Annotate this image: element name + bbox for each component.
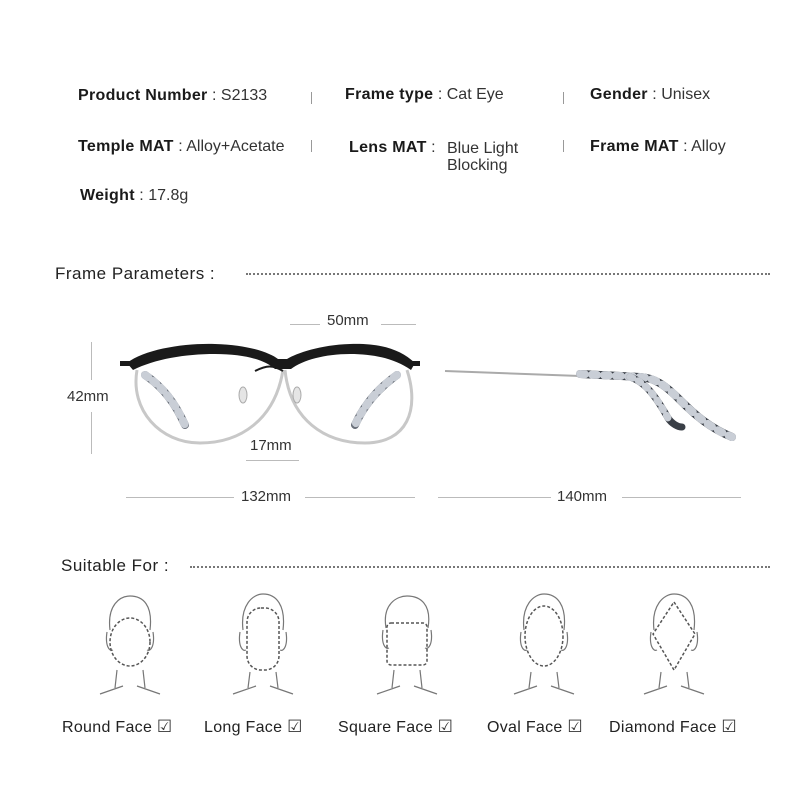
dimension-line xyxy=(290,324,320,325)
lens-width-label: 50mm xyxy=(327,312,369,329)
spec-label: Lens MAT xyxy=(349,139,427,156)
oval-face-icon xyxy=(509,590,579,700)
spec-frame-type xyxy=(345,86,504,104)
square-face-icon xyxy=(372,590,442,700)
glasses-side-image xyxy=(440,360,740,450)
checkbox-checked-icon: ☑ xyxy=(287,717,303,736)
spec-frame-mat xyxy=(590,138,726,156)
spec-colon: : xyxy=(212,87,217,104)
spec-gender xyxy=(590,86,710,104)
spec-colon: : xyxy=(139,187,144,204)
checkbox-checked-icon: ☑ xyxy=(156,717,173,736)
face-option-diamond xyxy=(609,717,737,737)
spec-colon: : xyxy=(178,138,183,155)
dimension-line xyxy=(91,342,92,380)
frame-width-label: 132mm xyxy=(241,488,292,505)
face-label: Long Face xyxy=(204,719,283,736)
face-option-square xyxy=(338,717,453,737)
spec-lens-mat-value xyxy=(447,140,518,174)
face-option-oval xyxy=(487,717,583,737)
temple-length-label: 140mm xyxy=(557,488,608,505)
face-option-round xyxy=(62,717,172,737)
spec-label: Product Number xyxy=(78,87,208,104)
dimension-line xyxy=(622,497,741,498)
divider xyxy=(311,140,312,152)
dotted-divider xyxy=(190,566,770,568)
dimension-line xyxy=(246,460,299,461)
face-label: Oval Face xyxy=(487,719,563,736)
dimension-line xyxy=(438,497,551,498)
spec-label: Frame MAT xyxy=(590,138,679,155)
divider xyxy=(311,92,312,104)
spec-value: Unisex xyxy=(661,86,711,103)
spec-colon: : xyxy=(431,139,436,156)
spec-value: 17.8g xyxy=(148,187,189,204)
spec-label: Weight xyxy=(80,187,135,204)
spec-temple-mat xyxy=(78,138,285,156)
checkbox-checked-icon: ☑ xyxy=(437,717,454,736)
spec-colon: : xyxy=(683,138,688,155)
spec-lens-mat-label xyxy=(349,139,436,157)
dimension-line xyxy=(126,497,234,498)
lens-height-label: 42mm xyxy=(67,388,109,405)
face-label: Square Face xyxy=(338,719,433,736)
face-label: Round Face xyxy=(62,719,153,736)
round-face-icon xyxy=(95,590,165,700)
spec-label: Gender xyxy=(590,86,648,103)
spec-label: Frame type xyxy=(345,86,434,103)
checkbox-checked-icon: ☑ xyxy=(721,717,737,736)
spec-value: Alloy xyxy=(691,138,726,155)
dimension-line xyxy=(381,324,416,325)
divider xyxy=(563,140,564,152)
spec-product-number xyxy=(78,87,267,105)
checkbox-checked-icon: ☑ xyxy=(567,717,583,736)
spec-value: Alloy+Acetate xyxy=(186,138,285,155)
bridge-label: 17mm xyxy=(250,437,292,454)
diamond-face-icon xyxy=(639,590,709,700)
suitable-for-title: Suitable For : xyxy=(61,556,170,575)
dimension-line xyxy=(91,412,92,454)
glasses-front-image xyxy=(115,335,425,455)
face-label: Diamond Face xyxy=(609,719,717,736)
spec-label: Temple MAT xyxy=(78,138,174,155)
spec-colon: : xyxy=(652,86,657,103)
face-option-long xyxy=(204,717,303,737)
spec-colon: : xyxy=(437,86,443,103)
spec-value: Blue Light xyxy=(447,140,519,157)
spec-weight xyxy=(80,187,188,205)
divider xyxy=(563,92,564,104)
dimension-line xyxy=(305,497,415,498)
spec-value: Cat Eye xyxy=(446,86,504,103)
long-face-icon xyxy=(228,590,298,700)
spec-value: Blocking xyxy=(447,157,508,174)
frame-parameters-title: Frame Parameters : xyxy=(55,264,216,283)
dotted-divider xyxy=(246,273,770,275)
spec-value: S2133 xyxy=(220,87,268,104)
